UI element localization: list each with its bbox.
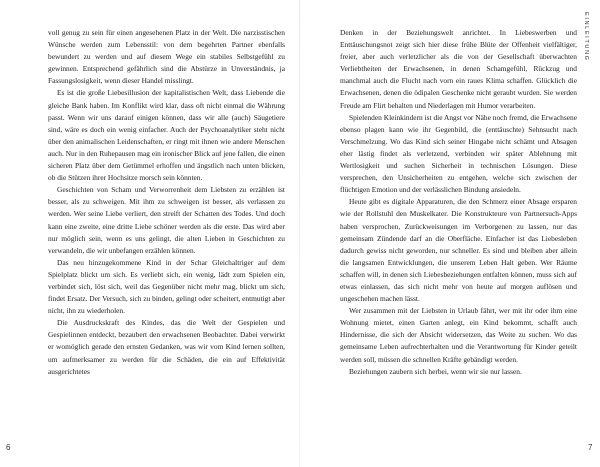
paragraph: voll genug zu sein für einen angesehenen Platz in der Welt. Die narzisstischen Wünsche werden zum Lebensstil: von dem begehrten Partner ebenfalls bewundert zu werden und auf diesem Wege ein stabiles Selbstgefühl zu gewinnen. Entsprechend gefährlich sind die Abstürze in Unverständnis, ja Fassungslosigkeit, wenn dieser Handel misslingt. [48, 28, 285, 86]
paragraph: Beziehungen zaubern sich herbei, wenn wir sie nur lassen. [349, 366, 522, 376]
left-page-text [48, 27, 285, 378]
paragraph: Es ist die große Liebesillusion der kapitalistischen Welt, dass Liebende die gleiche Bank haben. Im Konflikt wird klar, dass oft nicht einmal die Währung passt. Wenn wir uns darauf einigen können, dass wir alle (auch) Säugetiere sind, wäre es doch ein wenig einfacher. Auch der Psychoanalytiker steht nicht über den animalischen Leidenschaften, er ringt mit ihnen wie andere Menschen auch. Nur in den Ruhepausen mag ein ironischer Blick auf jene fallen, die einen sicheren Platz über dem Getümmel erhoffen und ängstlich nach unten blicken, ob die Stützen ihrer Hochsitze morsch sein könnten. [48, 88, 285, 183]
paragraph: Wer zusammen mit der Liebsten in Urlaub fährt, wer mit ihr oder ihm eine Wohnung mietet, einen Garten anlegt, ein Kind bekommt, schafft auch Hindernisse, die sich der Absicht widersetzen, das Weite zu suchen. Wo das gemeinsame Leben aufrechterhalten und die Verantwortung für Kinder geteilt werden soll, müssen die schnellen Kräfte gebändigt werden. [340, 306, 577, 364]
running-head: EINLEITUNG [583, 12, 589, 62]
page-gutter [299, 0, 300, 467]
right-page-text [340, 27, 577, 378]
paragraph: Denken in der Beziehungswelt anrichtet. In Liebeswerben und Enttäuschungsnot zeigt sich hier diese frühe Blüte der Offenheit vielfältiger, freier, aber auch verletzlicher als die von der Gesellschaft überwachten Verliebtheiten der Erwachsenen, in denen Schamgefühl, Rückzug und manchmal auch die Flucht nach vorn ein raues Klima schaffen. Glücklich die Erwachsenen, denen die ödipalen Geschenke nicht geraubt wurden. Sie werden Freude am Flirt behalten und Niederlagen mit Humor verarbeiten. [340, 28, 577, 110]
paragraph: Spielenden Kleinkindern ist die Angst vor Nähe noch fremd, die Erwachsene ebenso plagen kann wie ihr Gegenbild, die (enttäuschte) Sehnsucht nach Verschmelzung. Wo das Kind sich seiner Hingabe nicht schämt und Absagen eher lästig findet als verletzend, verbinden wir später Ablehnung mit Wertlosigkeit und suchen Sicherheit in technischen Lösungen. Diese versprechen, den Unsicherheiten zu entgehen, welche sich zwischen der flüchtigen Emotion und der verlässlichen Bindung ansiedeln. [340, 112, 577, 195]
page-number-left: 6 [6, 443, 11, 452]
paragraph: Das neu hinzugekommene Kind in der Schar Gleichaltriger auf dem Spielplatz blickt um sich. Es verliebt sich, ein wenig, lädt zum Spielen ein, verbindet sich, löst sich, weil das Gegenüber nicht mehr mag, blickt um sich, findet Ersatz. Der Versuch, sich zu binden, gelingt oder scheitert, entmutigt aber nicht, ihn zu wiederholen. [48, 257, 285, 316]
page-number-right: 7 [588, 443, 593, 452]
paragraph: Die Ausdruckskraft des Kindes, das die Welt der Gespielen und Gespielinnen entdeckt, bezaubert den erwachsenen Beobachter. Dabei verwirkt er womöglich gerade den ernsten Gedanken, was wir vom Kind lernen sollten, um aufmerksamer zu werden für die Schäden, die ein auf Effektivität ausgerichtetes [48, 318, 285, 376]
paragraph: Heute gibt es digitale Apparaturen, die den Schmerz einer Absage ersparen wie der Rollstuhl den Muskelkater. Die Konstrukteure von Partnersuch-Apps haben versprochen, Zurückweisungen im Verborgenen zu lassen, nur das gemeinsam Zündende darf an die Oberfläche. Einfacher ist das Liebesleben dadurch gewiss nicht geworden, nur schneller. Es sind und bleiben aber allein die langsamen Entwicklungen, die unserem Leben Halt geben. Wer Räume schaffen will, in denen sich Liebesbeziehungen entfalten können, muss sich auf etwas einlassen, das sich nicht mehr von heute auf morgen auflösen und ungeschehen machen lässt. [340, 197, 577, 304]
paragraph: Geschichten von Scham und Verworrenheit dem Liebsten zu erzählen ist besser, als zu schweigen. Mit ihm zu schweigen ist besser, als verlassen zu werden. Wer seine Liebe verliert, den streift der Schatten des Todes. Und doch kann eine zweite, eine dritte Liebe schöner werden als die erste. Das wird aber nur möglich sein, wenn es uns gelingt, die alten Lieben in Geschichten zu verwandeln, die wir unbefangen erzählen können. [48, 185, 285, 255]
